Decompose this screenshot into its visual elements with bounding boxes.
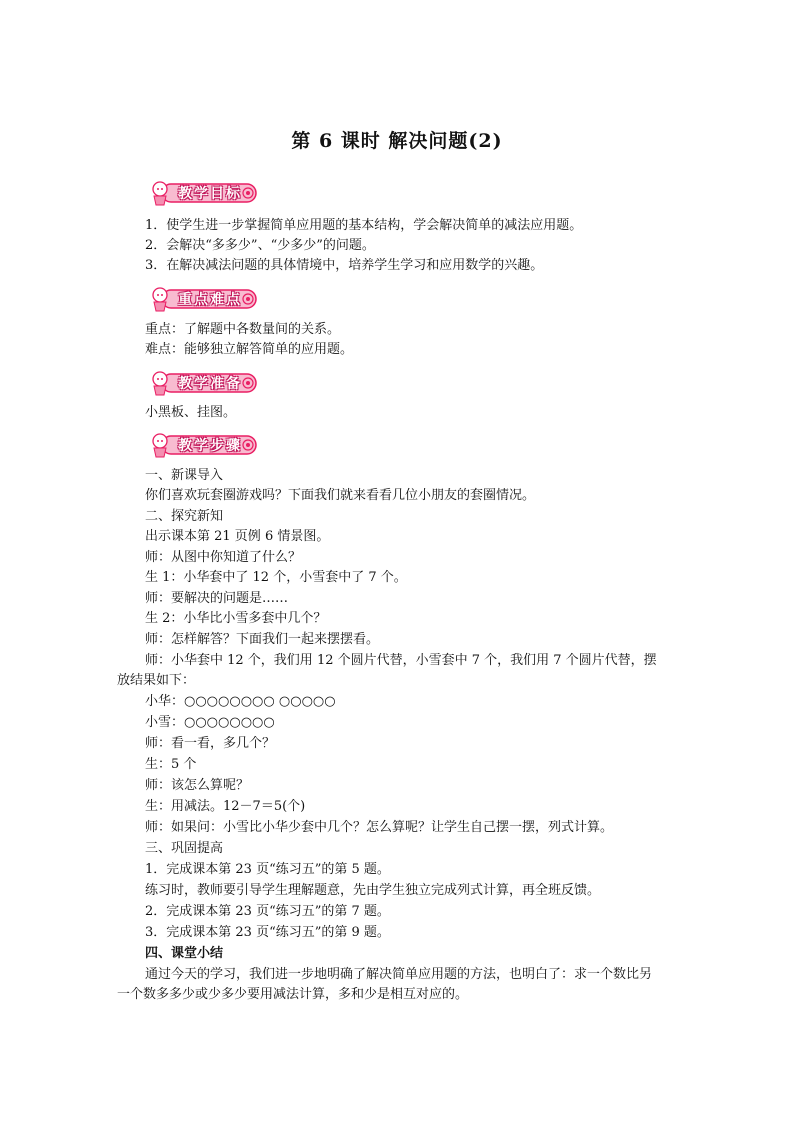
section-badge-steps (148, 432, 260, 458)
step-line: 你们喜欢玩套圈游戏吗？下面我们就来看看几位小朋友的套圈情况。 (145, 488, 536, 503)
step-line: 师：如果问：小雪比小华少套中几个？怎么算呢？让学生自己摆一摆，列式计算。 (145, 820, 614, 835)
step-line: 生 1：小华套中了 12 个，小雪套中了 7 个。 (145, 570, 407, 585)
step-line: 三、巩固提高 (145, 841, 224, 856)
step-line: 生：5 个 (145, 757, 197, 772)
step-line: 师：从图中你知道了什么？ (145, 550, 302, 565)
step-line: 师：该怎么算呢？ (145, 778, 250, 793)
step-paragraph: 师：小华套中 12 个，我们用 12 个圆片代替，小雪套中 7 个，我们用 7 个圆片代替，摆放结果如下： (117, 653, 657, 688)
step-line: 出示课本第 21 页例 6 情景图。 (145, 529, 330, 544)
step-line: 练习时，教师要引导学生理解题意，先由学生独立完成列式计算，再全班反馈。 (145, 883, 601, 898)
step-line: 1．完成课本第 23 页“练习五”的第 5 题。 (145, 862, 390, 877)
step-paragraph: 通过今天的学习，我们进一步地明确了解决简单应用题的方法，也明白了：求一个数比另一个数多多少或少多少要用减法计算，多和少是相互对应的。 (117, 967, 653, 1002)
goal-item: 3．在解决减法问题的具体情境中，培养学生学习和应用数学的兴趣。 (145, 258, 544, 273)
key-item: 难点：能够独立解答简单的应用题。 (145, 342, 354, 357)
step-line: 二、探究新知 (145, 509, 224, 524)
section-badge-prep (148, 370, 260, 396)
step-line: 师：怎样解答？下面我们一起来摆摆看。 (145, 632, 380, 647)
key-item: 重点：了解题中各数量间的关系。 (145, 322, 341, 337)
prep-item: 小黑板、挂图。 (145, 405, 237, 420)
goal-item: 2．会解决“多多少”、“少多少”的问题。 (145, 238, 375, 253)
step-line: 小华：○○○○○○○○ ○○○○○ (145, 694, 336, 709)
goal-item: 1．使学生进一步掌握简单应用题的基本结构，学会解决简单的减法应用题。 (145, 218, 583, 233)
section-badge-goals (148, 180, 260, 206)
badge-label: 教学目标 (178, 186, 242, 202)
step-line: 生 2：小华比小雪多套中几个？ (145, 611, 327, 626)
page-title: 第 6 课时 解决问题(2) (291, 130, 503, 152)
step-line: 师：要解决的问题是…… (145, 591, 289, 606)
badge-label: 教学准备 (178, 376, 242, 392)
step-line: 小雪：○○○○○○○○ (145, 715, 275, 730)
badge-label: 重点难点 (178, 292, 242, 308)
step-line: 2．完成课本第 23 页“练习五”的第 7 题。 (145, 904, 390, 919)
badge-label: 教学步骤 (178, 438, 242, 454)
section-badge-key (148, 286, 260, 312)
step-line: 3．完成课本第 23 页“练习五”的第 9 题。 (145, 925, 390, 940)
step-line: 师：看一看，多几个？ (145, 736, 276, 751)
step-line: 一、新课导入 (145, 468, 224, 483)
step-line: 四、课堂小结 (145, 946, 224, 961)
step-line: 生：用减法。12－7＝5(个) (145, 799, 306, 814)
